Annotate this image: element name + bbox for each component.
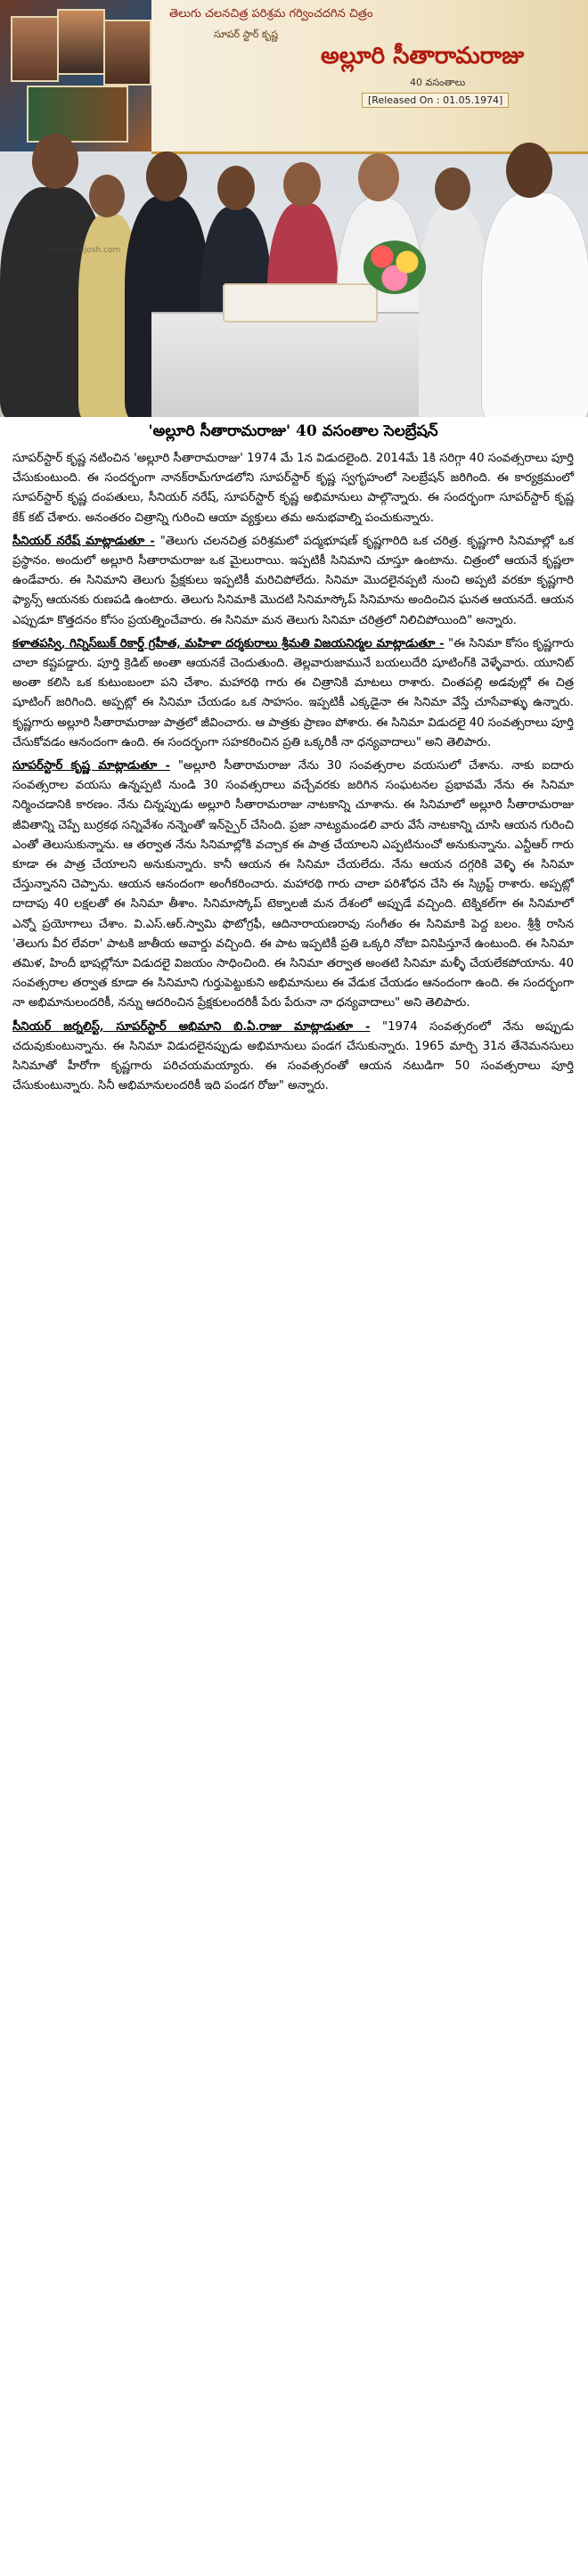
- person-head: [146, 151, 187, 201]
- person-silhouette: [419, 205, 488, 417]
- banner-poster-strip: [0, 0, 151, 151]
- person-head: [435, 168, 470, 210]
- person-head: [89, 175, 125, 217]
- table: [151, 312, 419, 417]
- person-head: [506, 143, 552, 198]
- person-silhouette: [481, 192, 588, 417]
- photo-watermark: www.cinejosh.com: [46, 246, 121, 255]
- article-headline: 'అల్లూరి సీతారామరాజు' 40 వసంతాల సెలబ్రేషన్: [148, 422, 438, 440]
- speaker-label: సీనియర్ జర్నలిస్ట్, సూపర్‌స్టార్ అభిమాని బి.ఏ.రాజు మాట్లాడుతూ -: [12, 1019, 371, 1034]
- person-head: [217, 166, 255, 210]
- article-paragraph: [12, 532, 574, 631]
- article-paragraph: [12, 634, 574, 753]
- person-head: [358, 153, 399, 201]
- banner-title: అల్లూరి సీతారామరాజు: [321, 43, 525, 70]
- paragraph-text: "అల్లూరి సీతారామరాజు నేను 30 సంవత్సరాల వయసులో చేశాను. నాకు ఐదారు సంవత్సరాల వయసు ఉన్నప్పటి నుండి 30 సంవత్సరాలు వచ్చేవరకు జరిగిన సంఘటనల ప్రభావమే నేను ఈ సినిమా నిర్మించడానికి కారణం. నేను చిన్నప్పుడు అల్లూరి సీతారామరాజు నాటకాన్ని చూశాను. ఈ సినిమాలో అల్లూరి సీతారామరాజు జీవితాన్ని చెప్పే బుర్రకథ సన్నివేశం నన్నెంతో ఇన్‌స్పైర్ చేసింది. ప్రజా నాట్యమండలి వారు వేసే నాటకాన్ని చూసి ఆయన గురించి ఎంతో తెలుసుకున్నాను. ఆ తర్వాత నేను సినిమాల్లోకి వచ్చాక ఈ పాత్ర చేయాలని ఎప్పటినుంచో అనుకున్నాను. ఎన్టీఆర్ గారు కూడా ఈ పాత్ర చేయాలని అనుకున్నారు. కానీ ఆయన ఈ సినిమా చేయలేదు. నేను ఆయన దగ్గరికి వెళ్ళి ఈ సినిమా చేస్తున్నానని చెప్పాను. ఆయన ఆనందంగా అంగీకరించారు. మహారథి గారు చాలా పరిశోధన చేసి ఈ స్క్రిప్ట్ రాశారు. అప్పట్లో దాదాపు 40 లక్షలతో ఈ సినిమా తీశాం. సినిమాస్కోప్ టెక్నాలజీ మన దేశంలో అప్పుడే వచ్చింది. టెక్నికల్‌గా ఈ సినిమాలో ఎన్నో ప్రయోగాలు చేశాం. వి.ఎస్.ఆర్.స్వామి ఫొటోగ్రఫీ, ఆదినారాయణరావు సంగీతం ఈ సినిమాకి పెద్ద బలం. శ్రీశ్రీ రాసిన 'తెలుగు వీర లేవరా' పాటకి జాతీయ అవార్డు వచ్చింది. ఈ పాట ఇప్పటికీ ప్రతి ఒక్కరి నోటా వినిపిస్తూనే ఉంటుంది. ఈ సినిమా తమిళ, హిందీ భాషల్లోనూ విడుదలై విజయం సాధించింది. ఈ సినిమా తర్వాత అంతటి సినిమా మళ్ళీ చేయలేకపోయాను. 40 సంవత్సరాల తర్వాత కూడా ఈ సినిమాని గుర్తుపెట్టుకుని అభిమానులు ఈ వేడుక చేయడం ఆనందంగా ఉంది. ఈ సందర్భంగా నా అభిమానులందరికీ, నన్ను ఆదరించిన ప్రేక్షకులందరికీ పేరు పేరునా నా ధన్యవాదాలు" అని తెలిపారు.: [12, 759, 574, 1010]
- speaker-label: సీనియర్ నరేష్ మాట్లాడుతూ -: [12, 534, 155, 548]
- article-paragraph: [12, 449, 574, 528]
- banner-telugu-line: తెలుగు చలనచిత్ర పరిశ్రమ గర్వించదగిన చిత్రం: [169, 7, 373, 20]
- paragraph-text: "1974 సంవత్సరంలో నేను అప్పుడు చదువుకుంటున్నాను. ఈ సినిమా విడుదలైనప్పుడు అభిమానులు పండగ చేసుకున్నారు. 1965 మార్చి 31న తేనెమనసులు సినిమాతో హీరోగా కృష్ణగారు పరిచయమయ్యారు. ఈ సంవత్సరంతో ఆయన నటుడిగా 50 సంవత్సరాలు పూర్తి చేసుకుంటున్నారు. సినీ అభిమానులందరికీ ఇది పండగ రోజు" అన్నారు.: [12, 1019, 574, 1093]
- banner-release-date: [Released On : 01.05.1974]: [362, 93, 509, 108]
- event-banner: [151, 0, 588, 154]
- person-head: [283, 162, 321, 207]
- banner-subline: సూపర్ స్టార్ కృష్ణ: [214, 29, 278, 40]
- anniversary-cake: [223, 283, 378, 323]
- paragraph-text: "ఈ సినిమా కోసం కృష్ణగారు చాలా కష్టపడ్డారు. పూర్తి క్రెడిట్ అంతా ఆయనకే చెందుతుంది. తెల్లవారుజామునే బయలుదేరి షూటింగ్‌కి వెళ్ళేవారు. యూనిట్ అంతా కలిసి ఒక కుటుంబంలా పని చేశాం. మహారథి గారు ఈ చిత్రానికి మాటలు రాశారు. చింతపల్లి అడవుల్లో ఈ చిత్ర షూటింగ్ జరిగింది. అప్పట్లో ఈ సినిమా చేయడం ఒక సాహసం. ఇప్పటికీ ఎక్కడైనా ఈ సినిమా వేస్తే చూసేవాళ్ళు ఉన్నారు. కృష్ణగారు అల్లూరి సీతారామరాజు పాత్రలో జీవించారు. ఆ పాత్రకు ప్రాణం పోశారు. ఈ సినిమా విడుదలై 40 సంవత్సరాలు పూర్తి చేసుకోవడం ఆనందంగా ఉంది. ఈ సందర్భంగా సహకరించిన ప్రతి ఒక్కరికీ నా ధన్యవాదాలు" అని తెలిపారు.: [12, 636, 574, 749]
- event-photo: [0, 0, 588, 417]
- paragraph-text: సూపర్‌స్టార్ కృష్ణ నటించిన 'అల్లూరి సీతారామరాజు' 1974 మే 1న విడుదలైంది. 2014మే 1కి సరిగ్గా 40 సంవత్సరాలు పూర్తి చేసుకుంటుంది. ఈ సందర్భంగా నానక్‌రామ్‌గూడలోని సూపర్‌స్టార్ కృష్ణ స్వగృహంలో సెలబ్రేషన్ జరిగింది. ఈ కార్యక్రమంలో సూపర్‌స్టార్ కృష్ణ దంపతులు, సీనియర్ నరేష్, సూపర్‌స్టార్ కృష్ణ అభిమానులు పాల్గొన్నారు. ఈ సందర్భంగా సూపర్‌స్టార్ కృష్ణ కేక్ కట్ చేశారు. అనంతరం చిత్రాన్ని గురించి ఆయా వ్యక్తులు తమ అనుభవాల్ని పంచుకున్నారు.: [12, 452, 574, 525]
- speaker-label: సూపర్‌స్టార్ కృష్ణ మాట్లాడుతూ -: [12, 759, 171, 773]
- speaker-label: కళాతపస్వి, గిన్నిస్‌బుక్ రికార్డ్ గ్రహీత, మహిళా దర్శకురాలు శ్రీమతి విజయనిర్మల మాట్లాడుతూ -: [12, 636, 445, 650]
- paragraph-text: "తెలుగు చలనచిత్ర పరిశ్రమలో పద్మభూషణ్ కృష్ణగారిది ఒక చరిత్ర. కృష్ణగారి సినిమాల్లో ఒక ప్రస్థానం. అందులో అల్లూరి సీతారామరాజు ఒక మైలురాయి. ఇప్పటికీ సినిమాని చూస్తూ ఉంటాను. చిత్రంలో ఆయనే కృష్ణలా ఉండేవారు. ఈ సినిమాని తెలుగు ప్రేక్షకులు ఇప్పటికీ మరిచిపోలేదు. సినిమా మొదలైనప్పటి నుంచి అప్పటి వరకూ కృష్ణగారి ఫ్యాన్స్‌ ఆయనకు రుణపడి ఉంటారు. తెలుగు సినిమాకి మొదటి సినిమాస్కోప్ సినిమాను అందించిన ఘనత ఆయనదే. ఆయన ఎప్పుడూ కొత్తదనం కోసం ప్రయత్నించేవారు. ఈ సినిమా మన తెలుగు సినిమా చరిత్రలో నిలిచిపోయింది" అన్నారు.: [12, 534, 575, 627]
- article: [12, 422, 574, 1100]
- article-paragraph: [12, 1018, 574, 1097]
- person-head: [32, 134, 78, 189]
- banner-years: 40 వసంతాలు: [410, 77, 466, 88]
- article-paragraph: [12, 756, 574, 1014]
- flower-bouquet: [363, 241, 426, 294]
